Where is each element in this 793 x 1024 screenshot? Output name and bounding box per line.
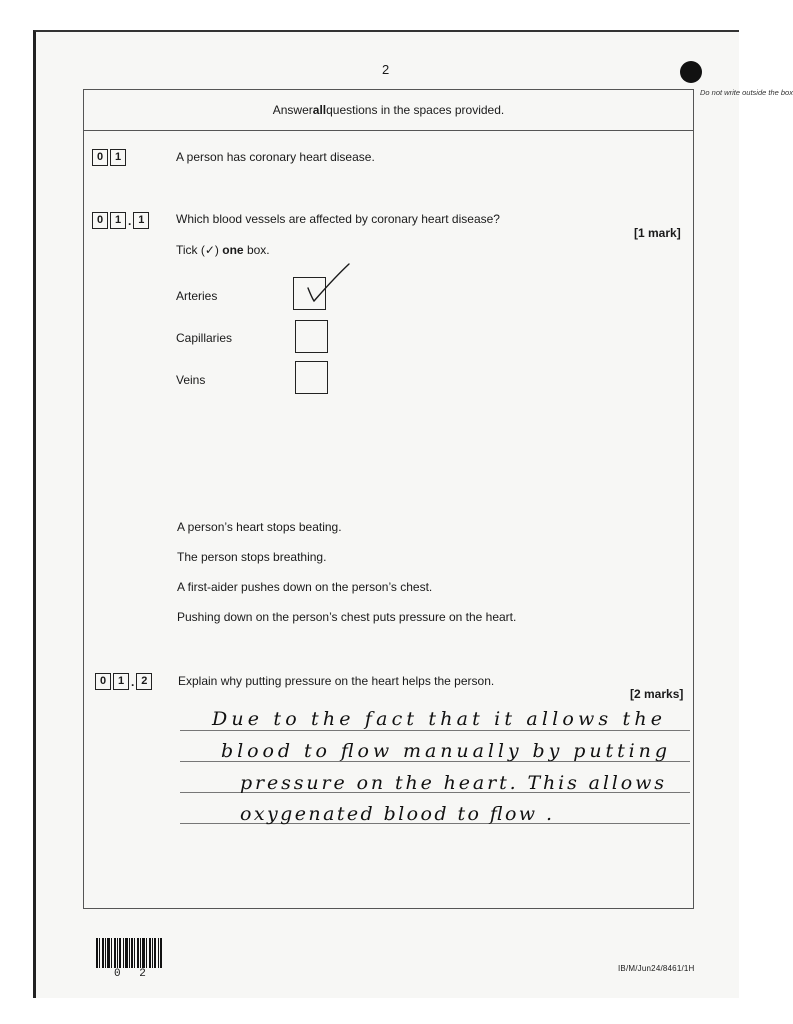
qnum-digit: 2 <box>136 673 152 690</box>
tick-box-capillaries[interactable] <box>295 320 328 353</box>
tick-box-arteries[interactable] <box>293 277 326 310</box>
qnum-digit: 0 <box>95 673 111 690</box>
answer-line <box>180 730 690 731</box>
qnum-dot: . <box>128 213 132 228</box>
handwritten-line: blood to flow manually by putting <box>221 740 667 762</box>
instructions-bold: all <box>312 102 327 117</box>
tick-instruction-prefix: Tick (✓) <box>176 243 223 257</box>
qnum-digit: 1 <box>110 212 126 229</box>
question-number-01-1 <box>92 212 151 229</box>
registration-dot <box>680 61 702 83</box>
page-number: 2 <box>382 62 390 77</box>
paper-reference-code: IB/M/Jun24/8461/1H <box>618 964 695 973</box>
handwritten-line: pressure on the heart. This allows <box>240 772 664 794</box>
qnum-digit: 1 <box>110 149 126 166</box>
answer-line <box>180 792 690 793</box>
tick-instruction-bold: one <box>222 243 244 257</box>
option-label-veins: Veins <box>176 373 206 387</box>
qnum-digit: 0 <box>92 212 108 229</box>
option-label-capillaries: Capillaries <box>176 331 233 345</box>
question-01-1-text: Which blood vessels are affected by coronary heart disease? <box>176 212 500 226</box>
question-number-01 <box>92 149 128 166</box>
question-01-1-marks: [1 mark] <box>634 226 681 240</box>
question-number-01-2 <box>95 673 154 690</box>
qnum-digit: 1 <box>133 212 149 229</box>
handwritten-line: oxygenated blood to flow . <box>240 803 552 825</box>
tick-instruction-suffix: box. <box>243 243 270 257</box>
margin-note: Do not write outside the box <box>700 88 793 97</box>
scenario-line: Pushing down on the person’s chest puts pressure on the heart. <box>177 610 517 624</box>
instructions-prefix: Answer <box>272 102 313 117</box>
qnum-digit: 1 <box>113 673 129 690</box>
barcode-image <box>96 938 162 968</box>
scenario-line: A person’s heart stops beating. <box>177 520 342 534</box>
answer-line <box>180 761 690 762</box>
option-label-arteries: Arteries <box>176 289 218 303</box>
barcode-number: 0 2 <box>114 968 152 980</box>
answer-line <box>180 823 690 824</box>
instructions-header <box>83 89 694 131</box>
question-01-2-marks: [2 marks] <box>630 687 684 701</box>
question-01-stem: A person has coronary heart disease. <box>176 150 375 164</box>
tick-box-veins[interactable] <box>295 361 328 394</box>
handwritten-line: Due to the fact that it allows the <box>212 708 662 730</box>
qnum-dot: . <box>131 674 135 689</box>
tick-instruction <box>176 243 270 257</box>
scenario-line: A first-aider pushes down on the person’s chest. <box>177 580 433 594</box>
question-01-2-text: Explain why putting pressure on the heart helps the person. <box>178 674 495 688</box>
scenario-line: The person stops breathing. <box>177 550 327 564</box>
qnum-digit: 0 <box>92 149 108 166</box>
instructions-suffix: questions in the spaces provided. <box>326 102 505 117</box>
